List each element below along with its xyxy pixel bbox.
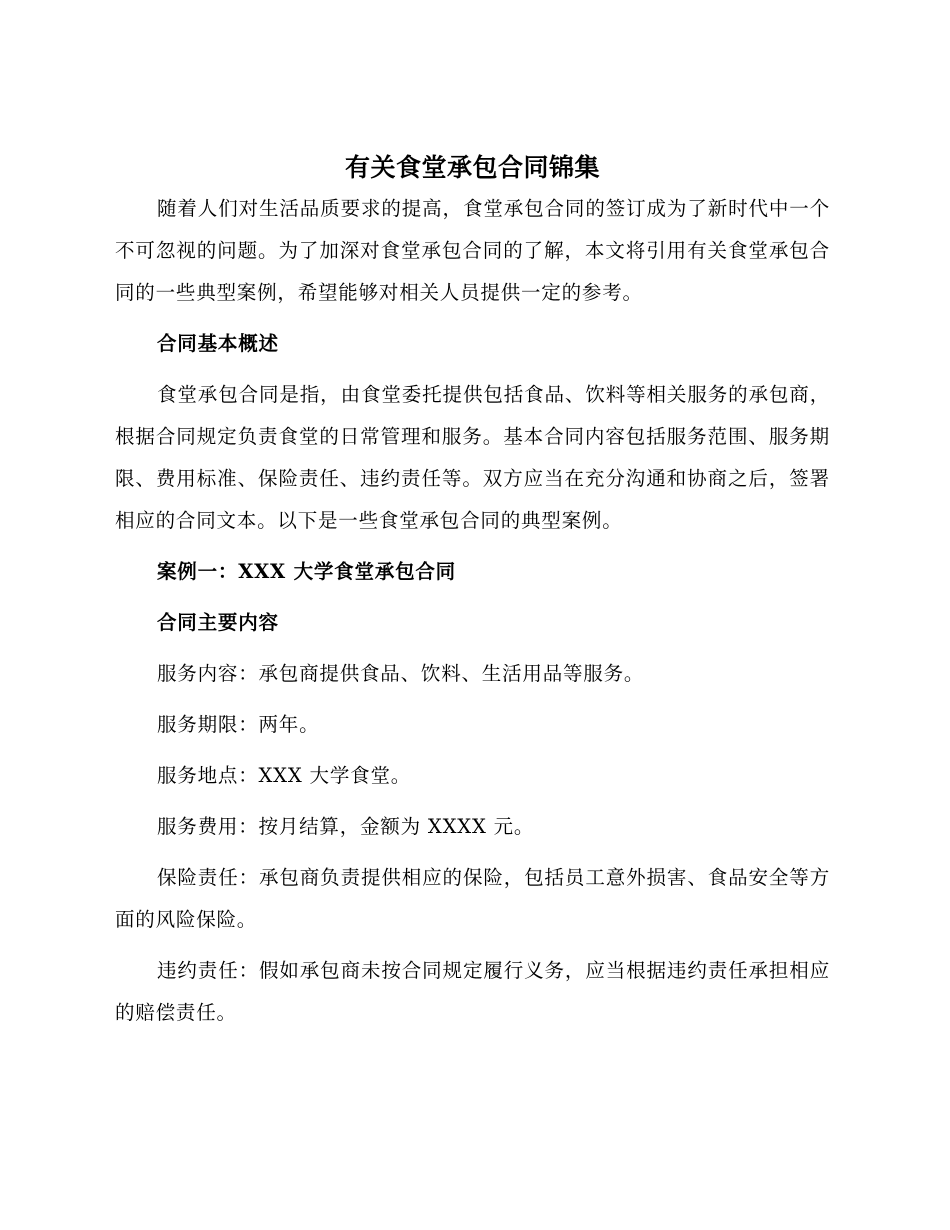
overview-paragraph: 食堂承包合同是指，由食堂委托提供包括食品、饮料等相关服务的承包商，根据合同规定负责食堂的日常管理和服务。基本合同内容包括服务范围、服务期限、费用标准、保险责任、违约责任等。双方应当在充分沟通和协商之后，签署相应的合同文本。以下是一些食堂承包合同的典型案例。 xyxy=(115,383,830,532)
section-heading-overview: 合同基本概述 xyxy=(157,332,279,355)
contract-item-breach: 违约责任：假如承包商未按合同规定履行义务，应当根据违约责任承担相应的赔偿责任。 xyxy=(115,959,830,1024)
case-heading: 案例一：XXX 大学食堂承包合同 xyxy=(157,560,456,583)
contract-item-service-location: 服务地点：XXX 大学食堂。 xyxy=(157,764,412,787)
document-title: 有关食堂承包合同锦集 xyxy=(344,153,600,182)
contract-item-service-content: 服务内容：承包商提供食品、饮料、生活用品等服务。 xyxy=(157,662,645,685)
contract-item-insurance: 保险责任：承包商负责提供相应的保险，包括员工意外损害、食品安全等方面的风险保险。 xyxy=(115,866,830,931)
contract-item-service-fee: 服务费用：按月结算，金额为 XXXX 元。 xyxy=(157,815,535,838)
intro-paragraph: 随着人们对生活品质要求的提高，食堂承包合同的签订成为了新时代中一个不可忽视的问题。为了加深对食堂承包合同的了解，本文将引用有关食堂承包合同的一些典型案例，希望能够对相关人员提供一定的参考。 xyxy=(115,197,830,304)
case-subheading: 合同主要内容 xyxy=(157,611,279,634)
document-body xyxy=(115,148,830,1034)
contract-item-service-period: 服务期限：两年。 xyxy=(157,713,320,736)
